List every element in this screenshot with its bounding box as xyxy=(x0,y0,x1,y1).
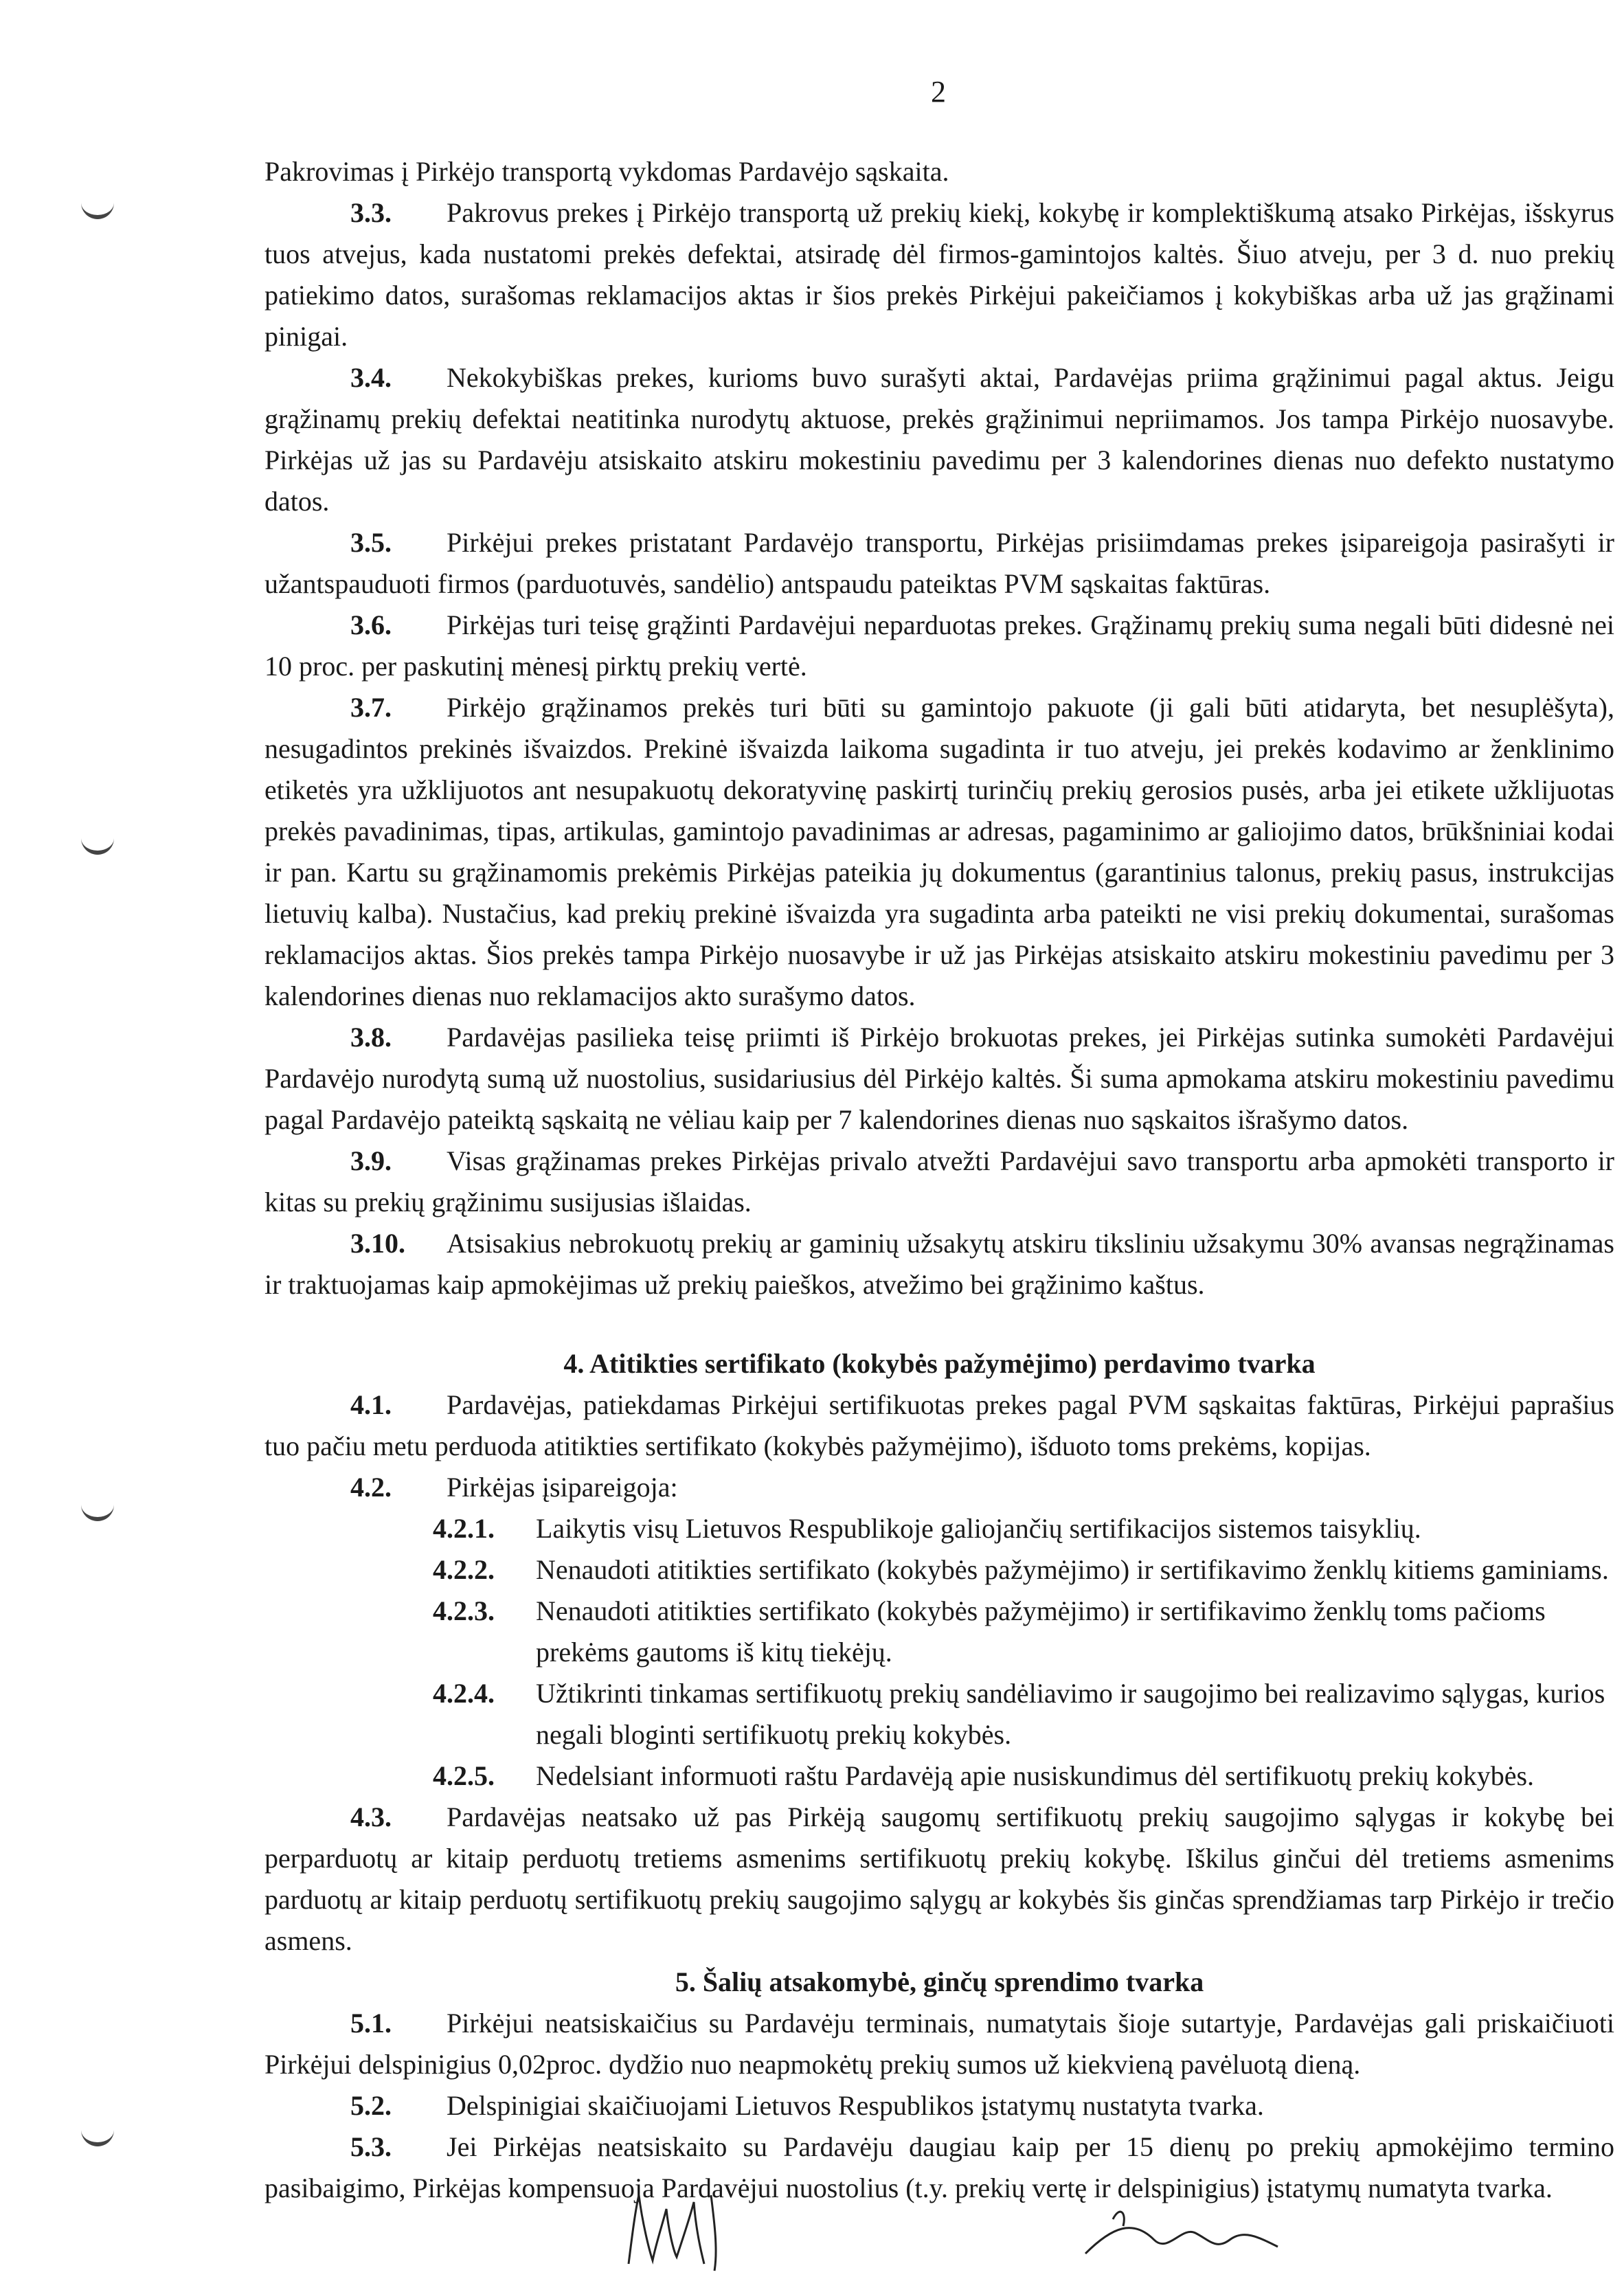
paragraph-3-3 xyxy=(264,192,1614,357)
paragraph-text: Pirkėjo grąžinamos prekės turi būti su gamintojo pakuote (ji gali būti atidaryta, bet nesuplėšyta), nesugadintos prekinės išvaizdos. Prekinė išvaizda laikoma sugadinta ir tuo atveju, jei prekės kodavimo ar ženklinimo etiketės yra užklijuotos ant nesupakuotų dekoratyvinę paskirtį turinčių prekių gerosios pusės, arba jei etikete užklijuotas prekės pavadinimas, tipas, artikulas, gamintojo pavadinimas ar adresas, pagaminimo ar galiojimo datos, brūkšniniai kodai ir pan. Kartu su grąžinamomis prekėmis Pirkėjas pateikia jų dokumentus (garantinius talonus, prekių pasus, instrukcijas lietuvių kalba). Nustačius, kad prekių prekinė išvaizda yra sugadinta arba pateikti ne visi prekių dokumentai, surašomas reklamacijos aktas. Šios prekės tampa Pirkėjo nuosavybe ir už jas Pirkėjas atsiskaito atskiru mokestiniu pavedimu per 3 kalendorines dienas nuo reklamacijos akto surašymo datos. xyxy=(264,692,1614,1011)
subitem-text: Nedelsiant informuoti raštu Pardavėją apie nusiskundimus dėl sertifikuotų prekių kokybės. xyxy=(536,1760,1535,1791)
paragraph-text: Delspinigiai skaičiuojami Lietuvos Respublikos įstatymų nustatyta tvarka. xyxy=(447,2090,1264,2121)
section-5-heading: 5. Šalių atsakomybė, ginčų sprendimo tvarka xyxy=(675,1966,1204,1997)
paragraph-3-8 xyxy=(264,1017,1614,1141)
paragraph-4-3 xyxy=(264,1797,1614,1962)
clause-number: 4.2.4. xyxy=(433,1678,495,1709)
clause-number: 3.6. xyxy=(350,609,392,640)
subitem-4-2-3 xyxy=(433,1591,1614,1673)
paragraph-4-2 xyxy=(264,1467,1614,1508)
subitem-text: Laikytis visų Lietuvos Respublikoje galiojančių sertifikacijos sistemos taisyklių. xyxy=(536,1513,1421,1544)
punch-hole-mark xyxy=(81,196,114,219)
paragraph-text: Pirkėjui prekes pristatant Pardavėjo transportu, Pirkėjas prisiimdamas prekes įsipareigoja pasirašyti ir užantspauduoti firmos (parduotuvės, sandėlio) antspaudu pateiktas PVM sąskaitas faktūras. xyxy=(264,527,1614,599)
paragraph-3-10 xyxy=(264,1223,1614,1305)
clause-number: 3.10. xyxy=(350,1228,405,1259)
paragraph-text: Pardavėjas, patiekdamas Pirkėjui sertifikuotas prekes pagal PVM sąskaitas faktūras, Pirkėjui paprašius tuo pačiu metu perduoda atitikties sertifikato (kokybės pažymėjimo), išduoto toms prekėms, kopijas. xyxy=(264,1389,1614,1461)
paragraph-3-5 xyxy=(264,522,1614,605)
clause-number: 5.3. xyxy=(350,2131,392,2162)
document-body xyxy=(264,151,1614,2209)
clause-number: 4.1. xyxy=(350,1389,392,1420)
paragraph-3-4 xyxy=(264,357,1614,522)
page-number: 2 xyxy=(931,75,946,109)
clause-number: 5.2. xyxy=(350,2090,392,2121)
subitem-text: Nenaudoti atitikties sertifikato (kokybės pažymėjimo) ir sertifikavimo ženklų toms pačioms prekėms gautoms iš kitų tiekėjų. xyxy=(536,1595,1546,1668)
clause-number: 4.3. xyxy=(350,1801,392,1832)
subitem-4-2-2 xyxy=(433,1549,1614,1591)
paragraph-text: Jei Pirkėjas neatsiskaito su Pardavėju daugiau kaip per 15 dienų po prekių apmokėjimo termino pasibaigimo, Pirkėjas kompensuoja Pardavėjui nuostolius (t.y. prekių vertę ir delspinigius) įstatymų numatyta tvarka. xyxy=(264,2131,1614,2203)
paragraph-text: Pirkėjas turi teisę grąžinti Pardavėjui neparduotas prekes. Grąžinamų prekių suma negali būti didesnė nei 10 proc. per paskutinį mėnesį pirktų prekių vertė. xyxy=(264,609,1614,682)
clause-number: 3.9. xyxy=(350,1145,392,1176)
clause-number: 3.5. xyxy=(350,527,392,558)
punch-hole-mark xyxy=(81,1498,114,1521)
clause-number: 5.1. xyxy=(350,2008,392,2039)
section-4-heading: 4. Atitikties sertifikato (kokybės pažymėjimo) perdavimo tvarka xyxy=(563,1348,1316,1379)
paragraph-text: Pakrovimas į Pirkėjo transportą vykdomas Pardavėjo sąskaita. xyxy=(264,156,949,187)
paragraph xyxy=(264,151,1614,192)
paragraph-4-1 xyxy=(264,1384,1614,1467)
subitem-text: Užtikrinti tinkamas sertifikuotų prekių sandėliavimo ir saugojimo bei realizavimo sąlygas, kurios negali bloginti sertifikuotų prekių kokybės. xyxy=(536,1678,1605,1750)
punch-hole-mark xyxy=(81,2123,114,2146)
paragraph-text: Pakrovus prekes į Pirkėjo transportą už prekių kiekį, kokybę ir komplektiškumą atsako Pirkėjas, išskyrus tuos atvejus, kada nustatomi prekės defektai, atsiradę dėl firmos-gamintojos kaltės. Šiuo atveju, per 3 d. nuo prekių patiekimo datos, surašomas reklamacijos aktas ir šios prekės Pirkėjui pakeičiamos į kokybiškas arba už jas grąžinami pinigai. xyxy=(264,197,1614,352)
paragraph-text: Pardavėjas neatsako už pas Pirkėją saugomų sertifikuotų prekių saugojimo sąlygas ir kokybę bei perparduotų ar kitaip perduotų tretiems asmenims sertifikuotų prekių kokybę. Iškilus ginčui dėl tretiems asmenims parduotų ar kitaip perduotų sertifikuotų prekių saugojimo sąlygų ar kokybės šis ginčas sprendžiamas tarp Pirkėjo ir trečio asmens. xyxy=(264,1801,1614,1956)
paragraph-text: Nekokybiškas prekes, kurioms buvo surašyti aktai, Pardavėjas priima grąžinimui pagal aktus. Jeigu grąžinamų prekių defektai neatitinka nurodytų aktuose, prekės grąžinimui nepriimamos. Jos tampa Pirkėjo nuosavybe. Pirkėjas už jas su Pardavėju atsiskaito atskiru mokestiniu pavedimu per 3 kalendorines dienas nuo defekto nustatymo datos. xyxy=(264,362,1614,517)
paragraph-text: Pirkėjas įsipareigoja: xyxy=(447,1472,678,1503)
paragraph-text: Pardavėjas pasilieka teisę priimti iš Pirkėjo brokuotas prekes, jei Pirkėjas sutinka sumokėti Pardavėjui Pardavėjo nurodytą sumą už nuostolius, susidariusius dėl Pirkėjo kaltės. Ši suma apmokama atskiru mokestiniu pavedimu pagal Pardavėjo pateiktą sąskaitą ne vėliau kaip per 7 kalendorines dienas nuo sąskaitos išrašymo datos. xyxy=(264,1022,1614,1135)
handwritten-initials xyxy=(615,2181,752,2278)
paragraph-3-6 xyxy=(264,605,1614,687)
clause-number: 3.7. xyxy=(350,692,392,723)
paragraph-5-1 xyxy=(264,2003,1614,2085)
paragraph-3-9 xyxy=(264,1141,1614,1223)
paragraph-3-7 xyxy=(264,687,1614,1017)
clause-number: 4.2.5. xyxy=(433,1760,495,1791)
clause-number: 4.2. xyxy=(350,1472,392,1503)
subitem-4-2-1 xyxy=(433,1508,1614,1549)
clause-number: 4.2.3. xyxy=(433,1595,495,1626)
subitem-4-2-5 xyxy=(433,1755,1614,1797)
subitem-text: Nenaudoti atitikties sertifikato (kokybės pažymėjimo) ir sertifikavimo ženklų kitiems gaminiams. xyxy=(536,1554,1609,1585)
punch-hole-mark xyxy=(81,831,114,855)
paragraph-5-2 xyxy=(264,2085,1614,2126)
clause-number: 4.2.2. xyxy=(433,1554,495,1585)
paragraph-text: Atsisakius nebrokuotų prekių ar gaminių užsakytų atskiru tiksliniu užsakymu 30% avansas negrąžinamas ir traktuojamas kaip apmokėjimas už prekių paieškos, atvežimo bei grąžinimo kaštus. xyxy=(264,1228,1614,1300)
paragraph-5-3 xyxy=(264,2126,1614,2209)
subitem-4-2-4 xyxy=(433,1673,1614,1755)
paragraph-text: Visas grąžinamas prekes Pirkėjas privalo atvežti Pardavėjui savo transportu arba apmokėti transporto ir kitas su prekių grąžinimu susijusias išlaidas. xyxy=(264,1145,1614,1217)
clause-number: 3.8. xyxy=(350,1022,392,1053)
paragraph-text: Pirkėjui neatsiskaičius su Pardavėju terminais, numatytais šioje sutartyje, Pardavėjas gali priskaičiuoti Pirkėjui delspinigius 0,02proc. dydžio nuo neapmokėtų prekių sumos už kiekvieną pavėluotą dieną. xyxy=(264,2008,1614,2080)
clause-number: 3.4. xyxy=(350,362,392,393)
handwritten-signature xyxy=(1072,2199,1305,2274)
clause-number: 3.3. xyxy=(350,197,392,228)
clause-number: 4.2.1. xyxy=(433,1513,495,1544)
